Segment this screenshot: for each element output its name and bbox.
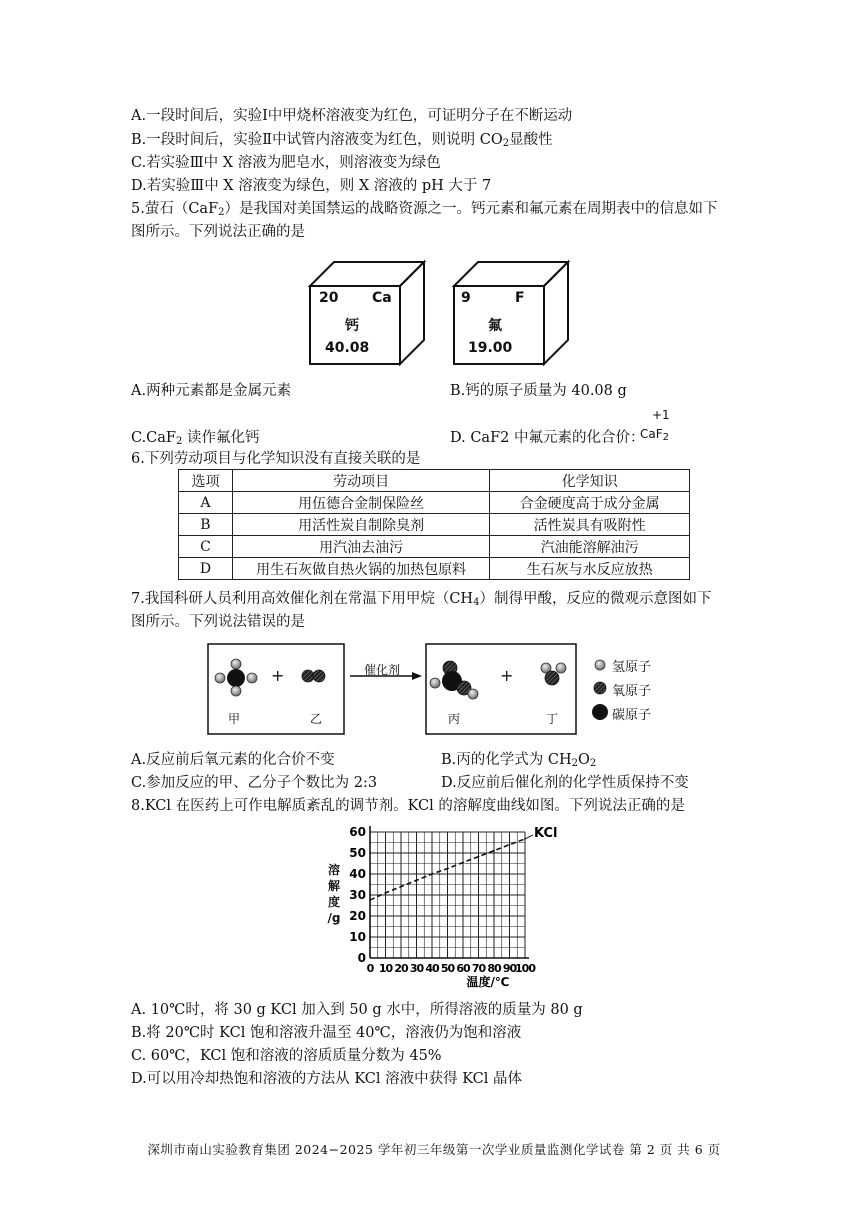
- data-point: [416, 879, 418, 881]
- table-row: [179, 492, 690, 514]
- calcium-atomic-mass: 40.08: [325, 340, 370, 356]
- q5-stem-line1: 5.萤石（CaF$_2$）是我国对美国禁运的战略资源之一。钙元素和氟元素在周期表中的信息如下: [131, 201, 718, 218]
- x-tick-label: 80: [487, 962, 501, 975]
- label-jia: 甲: [228, 712, 241, 726]
- x-tick-label: 100: [515, 962, 535, 975]
- q4-option-b: B.一段时间后，实验Ⅱ中试管内溶液变为红色，则说明 $CO_2$显酸性: [131, 132, 553, 149]
- data-point: [462, 862, 464, 864]
- data-point: [400, 886, 402, 888]
- fluorine-symbol: F: [515, 290, 525, 306]
- data-point: [385, 892, 387, 894]
- header-knowledge: 化学知识: [490, 470, 690, 492]
- x-tick-label: 0: [366, 962, 374, 975]
- table-row: [179, 558, 690, 580]
- table-header-row: [179, 470, 690, 492]
- ylabel-char: 溶: [327, 863, 340, 877]
- y-tick-label: 20: [349, 909, 366, 923]
- fluorine-valence-mark: +1: [652, 408, 670, 422]
- chart-ylabel: [326, 862, 342, 926]
- q7-stem-line1: 7.我国科研人员利用高效催化剂在常温下用甲烷$(CH_4)$制得甲酸，反应的微观示意图如下: [131, 591, 712, 608]
- header-labor: 劳动项目: [232, 470, 489, 492]
- q7-option-a: A.反应前后氧元素的化合价不变: [131, 752, 335, 768]
- x-tick-label: 20: [394, 962, 408, 975]
- label-yi: 乙: [310, 712, 323, 726]
- y-tick-label: 40: [349, 867, 366, 881]
- y-tick-label: 30: [349, 888, 366, 902]
- data-point: [447, 868, 449, 870]
- q6-stem: 6.下列劳动项目与化学知识没有直接关联的是: [131, 451, 421, 467]
- q4-option-c: C.若实验Ⅲ中 X 溶液为肥皂水，则溶液变为绿色: [131, 155, 441, 171]
- row-knowledge: 生石灰与水反应放热: [490, 558, 690, 580]
- calcium-symbol: Ca: [372, 290, 392, 306]
- ylabel-char: 度: [327, 895, 340, 909]
- data-point: [509, 844, 511, 846]
- legend-hydrogen: 氢原子: [612, 660, 652, 675]
- q8-stem: 8.KCl 在医药上可作电解质紊乱的调节剂。KCl 的溶解度曲线如图。下列说法正确的是: [131, 798, 685, 814]
- x-tick-label: 50: [440, 962, 455, 975]
- q6-table: [178, 469, 690, 580]
- data-point: [478, 856, 480, 858]
- x-tick-label: 30: [409, 962, 424, 975]
- reaction-diagram: [200, 636, 670, 740]
- q5-stem-line2: 图所示。下列说法正确的是: [131, 224, 305, 240]
- x-tick-label: 90: [502, 962, 517, 975]
- row-labor: 用活性炭自制除臭剂: [232, 514, 489, 536]
- q7-option-b: B.丙的化学式为 $CH_2O_2$: [441, 752, 597, 769]
- y-tick-label: 10: [349, 930, 366, 944]
- calcium-atomic-number: 20: [319, 290, 339, 306]
- row-option: D: [179, 558, 233, 580]
- series-label-leader: [525, 835, 533, 839]
- kcl-solubility-chart: [320, 820, 560, 990]
- fluorine-atomic-mass: 19.00: [468, 340, 513, 356]
- row-knowledge: 合金硬度高于成分金属: [490, 492, 690, 514]
- x-tick-label: 40: [425, 962, 439, 975]
- page-footer: 深圳市南山实验教育集团 2024−2025 学年初三年级第一次学业质量监测化学试卷 第 2 页 共 6 页: [147, 1142, 721, 1157]
- data-point: [493, 850, 495, 852]
- plus-sign-left: +: [271, 666, 285, 685]
- x-tick-label: 60: [456, 962, 470, 975]
- x-tick-label: 70: [471, 962, 486, 975]
- catalyst-label: 催化剂: [364, 663, 401, 677]
- label-ding: 丁: [546, 712, 559, 726]
- q7-option-d: D.反应前后催化剂的化学性质保持不变: [441, 775, 689, 791]
- row-labor: 用汽油去油污: [232, 536, 489, 558]
- row-option: C: [179, 536, 233, 558]
- data-point: [369, 899, 371, 901]
- ylabel-char: /g: [327, 911, 341, 925]
- plus-sign-right: +: [500, 666, 514, 685]
- q5-option-c: C.CaF$_2$ 读作氟化钙: [131, 430, 260, 447]
- row-knowledge: 活性炭具有吸附性: [490, 514, 690, 536]
- calcium-name: 钙: [345, 318, 359, 334]
- fluorine-name: 氟: [488, 318, 502, 334]
- q7-option-c: C.参加反应的甲、乙分子个数比为 2:3: [131, 775, 378, 791]
- q8-option-c: C. 60℃，KCl 饱和溶液的溶质质量分数为 45%: [131, 1048, 442, 1064]
- row-knowledge: 汽油能溶解油污: [490, 536, 690, 558]
- table-row: [179, 536, 690, 558]
- q8-option-b: B.将 20℃时 KCl 饱和溶液升温至 40℃，溶液仍为饱和溶液: [131, 1025, 522, 1041]
- caf2-formula: CaF$_2$: [640, 427, 670, 443]
- y-tick-label: 60: [349, 825, 366, 839]
- q8-option-a: A. 10℃时，将 30 g KCl 加入到 50 g 水中，所得溶液的质量为 80 g: [131, 1002, 583, 1018]
- q4-option-a: A.一段时间后，实验Ⅰ中甲烧杯溶液变为红色，可证明分子在不断运动: [131, 108, 573, 124]
- q4-option-d: D.若实验Ⅲ中 X 溶液变为绿色，则 X 溶液的 pH 大于 7: [131, 178, 492, 194]
- y-tick-label: 0: [357, 951, 366, 965]
- fluorine-atomic-number: 9: [461, 290, 471, 306]
- series-label-kcl: KCl: [534, 825, 558, 841]
- q5-option-a: A.两种元素都是金属元素: [131, 383, 292, 399]
- legend-oxygen: 氧原子: [612, 684, 652, 699]
- row-option: A: [179, 492, 233, 514]
- data-point: [431, 873, 433, 875]
- q7-stem-line2: 图所示。下列说法错误的是: [131, 614, 305, 630]
- ylabel-char: 解: [327, 879, 340, 893]
- header-option: 选项: [179, 470, 233, 492]
- label-bing: 丙: [448, 712, 461, 726]
- x-axis-label: 温度/℃: [466, 975, 510, 989]
- q5-option-d: D. CaF2 中氟元素的化合价：: [450, 430, 645, 446]
- x-tick-label: 10: [378, 962, 393, 975]
- legend-carbon: 碳原子: [612, 708, 652, 723]
- row-labor: 用生石灰做自热火锅的加热包原料: [232, 558, 489, 580]
- row-labor: 用伍德合金制保险丝: [232, 492, 489, 514]
- q5-option-b: B.钙的原子质量为 40.08 g: [450, 383, 627, 399]
- row-option: B: [179, 514, 233, 536]
- y-tick-label: 50: [349, 846, 366, 860]
- q8-option-d: D.可以用冷却热饱和溶液的方法从 KCl 溶液中获得 KCl 晶体: [131, 1071, 523, 1087]
- table-row: [179, 514, 690, 536]
